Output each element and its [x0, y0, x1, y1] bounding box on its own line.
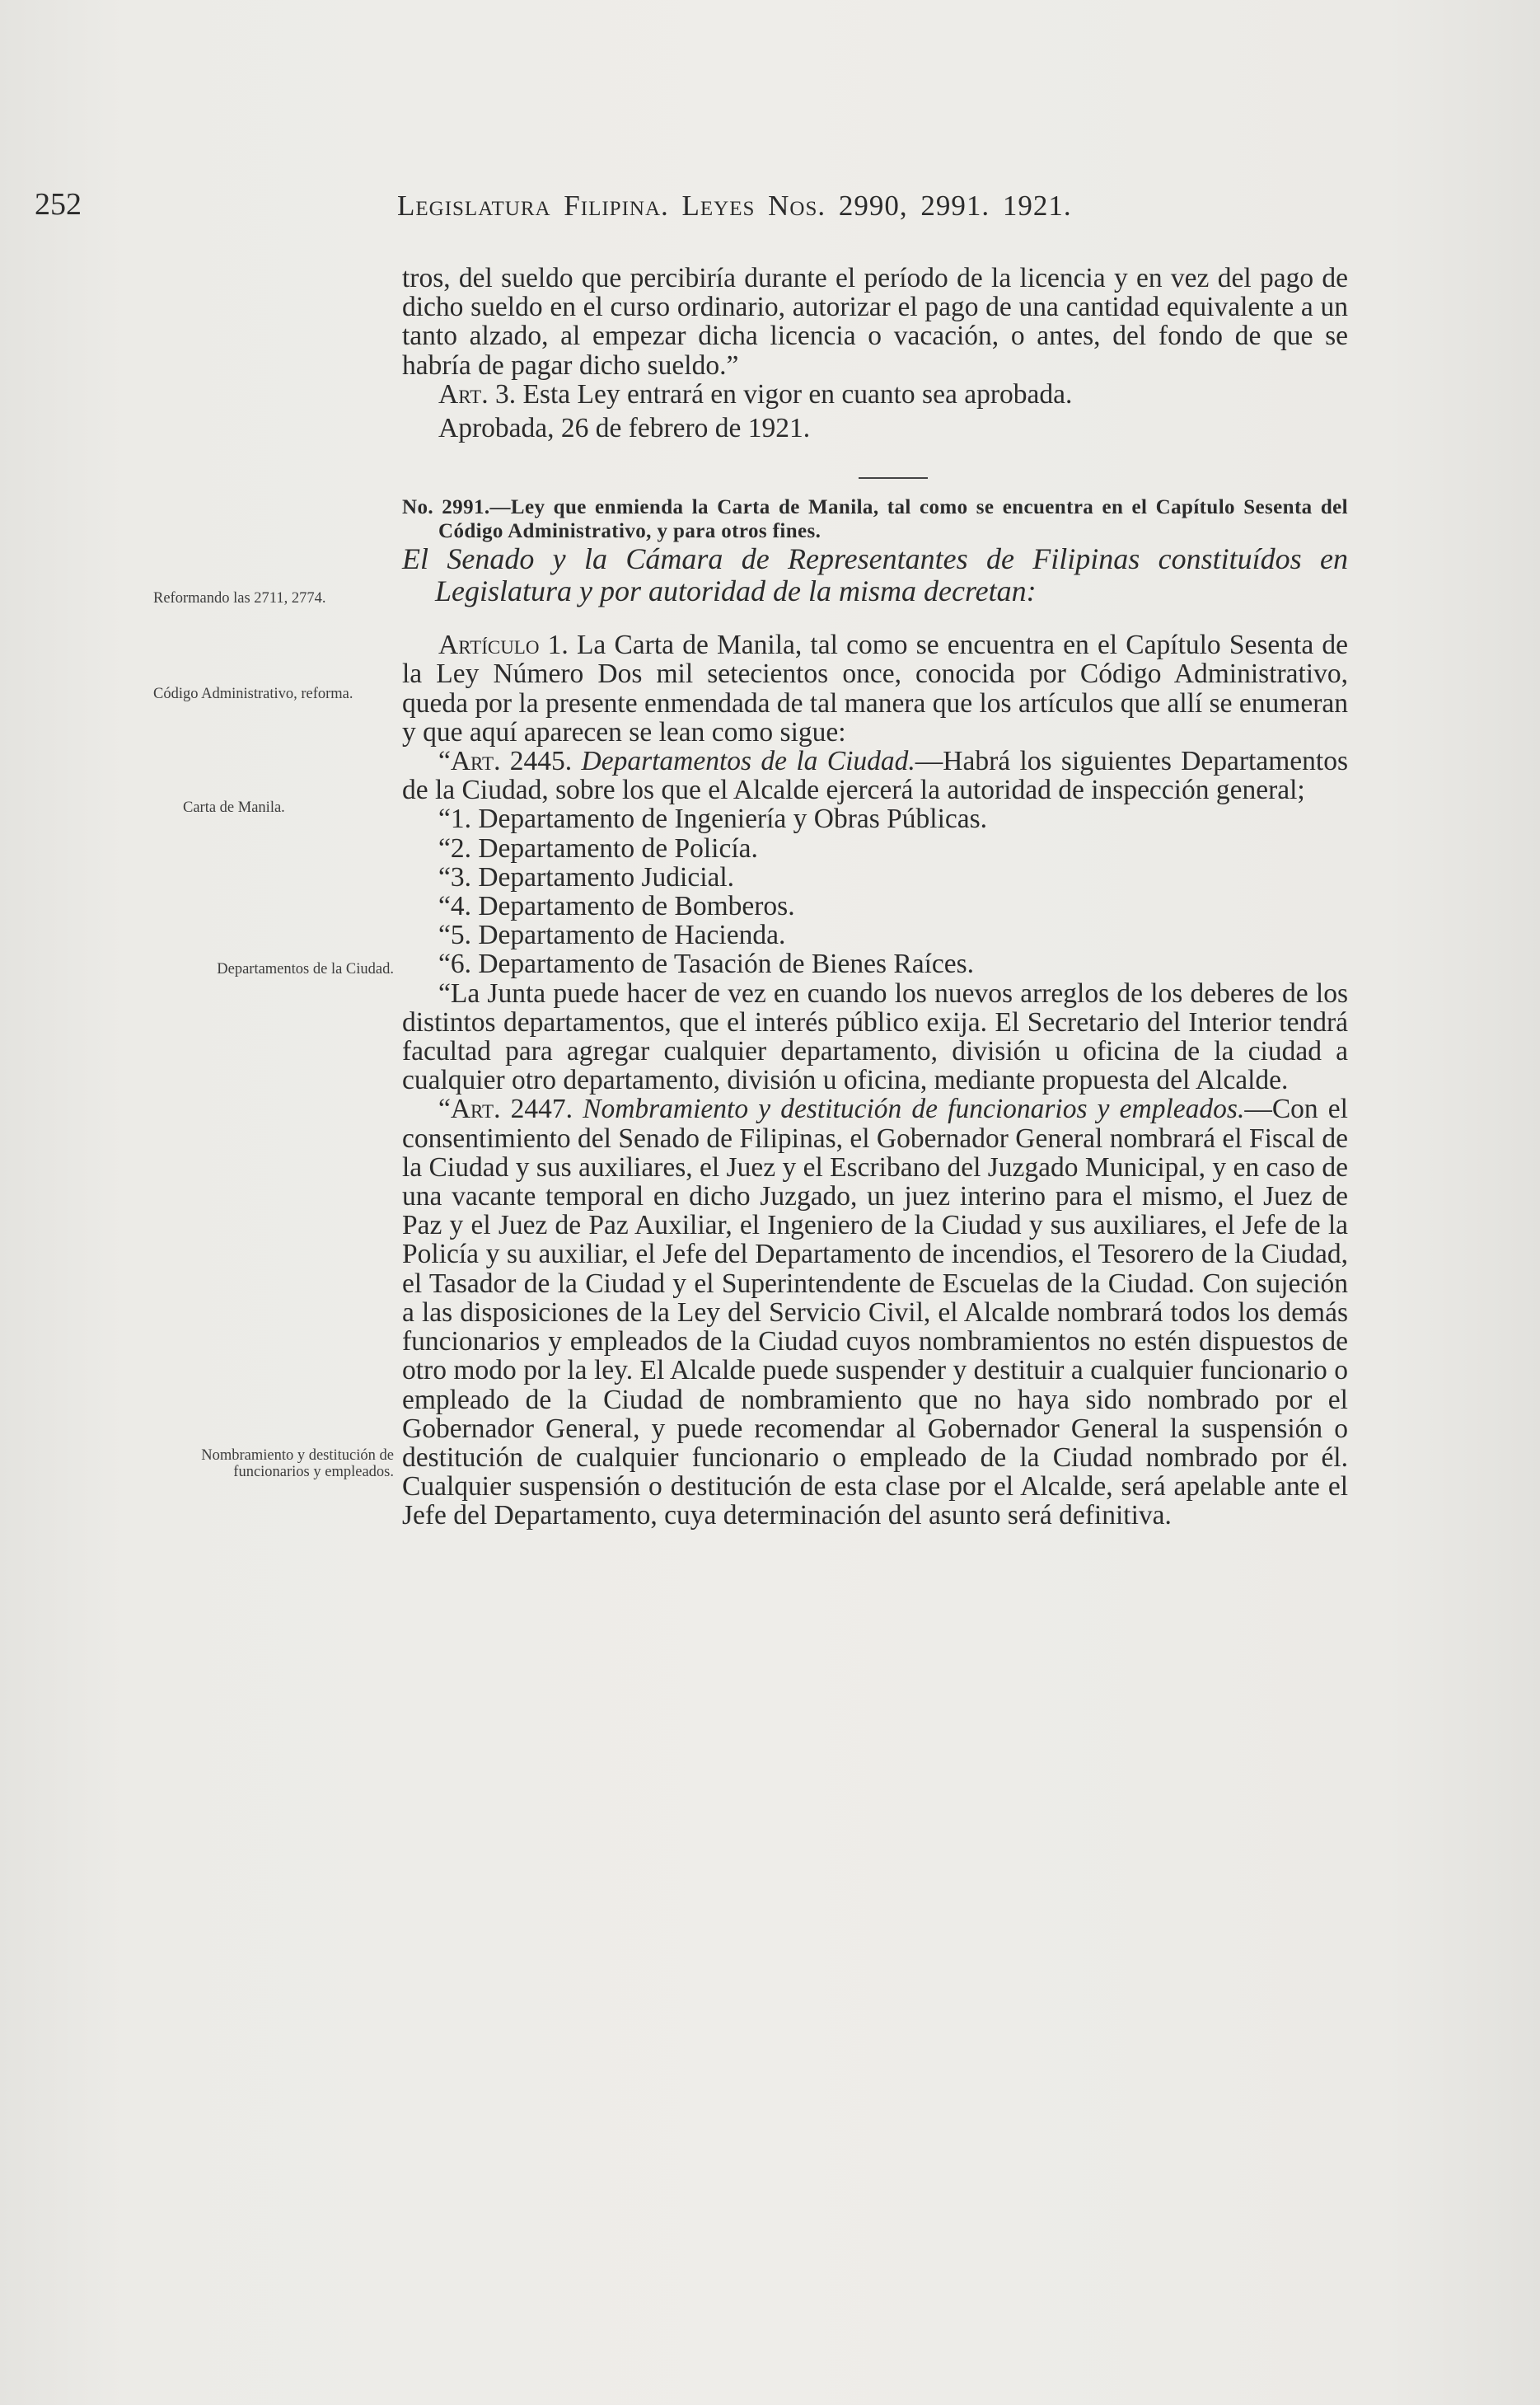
article-2447-number: 2447.: [500, 1094, 583, 1125]
article-1: [402, 631, 1348, 747]
bill-title: No. 2991.—Ley que enmienda la Carta de Manila, tal como se encuentra en el Capítulo Sesenta del Código Administrativo, y para otros fines.: [402, 496, 1348, 543]
article-2447-label: “Art.: [438, 1094, 501, 1125]
article-1-text: La Carta de Manila, tal como se encuentra en el Capítulo Sesenta de la Ley Número Dos mil setecientos once, conocida por Código Administrativo, queda por la presente enmendada de tal manera que los artículos que allí se enumeran y que aquí aparecen se lean como sigue:: [402, 630, 1348, 748]
article-3: [402, 380, 1348, 409]
article-2445-number: 2445.: [500, 746, 582, 777]
main-text: [402, 264, 1348, 1531]
approval-date: Aprobada, 26 de febrero de 1921.: [438, 413, 811, 444]
article-2445-label: “Art.: [438, 746, 501, 777]
running-head: Legislatura Filipina. Leyes Nos. 2990, 2991. 1921.: [397, 190, 1072, 222]
margin-note-reform: Reformando las 2711, 2774.: [153, 590, 326, 607]
departments-list: [402, 804, 1348, 978]
enacting-clause: El Senado y la Cámara de Representantes de Filipinas constituídos en Legislatura y por autoridad de la misma decretan:: [402, 542, 1348, 608]
junta-paragraph: “La Junta puede hacer de vez en cuando los nuevos arreglos de los deberes de los distintos departamentos, que el interés público exija. El Secretario del Interior tendrá facultad para agregar cualquier departamento, división u oficina de la ciudad a cualquier otro departamento, división u oficina, mediante propuesta del Alcalde.: [402, 977, 1348, 1096]
paragraph-continuation: tros, del sueldo que percibiría durante el período de la licencia y en vez del pago de dicho sueldo en el curso ordinario, autorizar el pago de una cantidad equivalente a un tanto alzado, al empezar dicha licencia o vacación, o antes, del fondo de que se habría de pagar dicho sueldo.”: [402, 263, 1348, 381]
article-2447-title: Nombramiento y destitución de funcionarios y empleados.: [583, 1094, 1245, 1125]
article-1-label: Artículo 1.: [438, 630, 569, 661]
list-item: “3. Departamento Judicial.: [438, 861, 735, 893]
article-3-text: Esta Ley entrará en vigor en cuanto sea aprobada.: [516, 378, 1073, 410]
margin-note-code: Código Administrativo, reforma.: [153, 686, 353, 702]
article-2445: [402, 747, 1348, 804]
list-item: “1. Departamento de Ingeniería y Obras Públicas.: [438, 804, 988, 835]
article-2447-text: —Con el consentimiento del Senado de Filipinas, el Gobernador General nombrará el Fiscal de la Ciudad y sus auxiliares, el Juez y el Escribano del Juzgado Municipal, y en caso de una vacante temporal en dicho Juzgado, un juez interino para el mismo, el Juez de Paz y el Juez de Paz Auxiliar, el Ingeniero de la Ciudad y sus auxiliares, el Jefe de la Policía y su auxiliar, el Jefe del Departamento de incendios, el Tesorero de la Ciudad, el Tasador de la Ciudad y el Superintendente de Escuelas de la Ciudad. Con sujeción a las disposiciones de la Ley del Servicio Civil, el Alcalde nombrará todos los demás funcionarios y empleados de la Ciudad cuyos nombramientos no estén dispuestos de otro modo por la ley. El Alcalde puede suspender y destituir a cualquier funcionario o empleado de la Ciudad de nombramiento que no haya sido nombrado por el Gobernador General, y puede recomendar al Gobernador General la suspensión o destitución de cualquier funcionario o empleado de la Ciudad nombrado por él. Cualquier suspensión o destitución de esta clase por el Alcalde, será apelable ante el Jefe del Departamento, cuya determinación del asunto será definitiva.: [402, 1094, 1348, 1531]
article-2447: [402, 1095, 1348, 1530]
list-item: “5. Departamento de Hacienda.: [438, 920, 786, 951]
article-2445-text: —Habrá los siguientes Departamentos de la Ciudad, sobre los que el Alcalde ejercerá la autoridad de inspección general;: [402, 746, 1349, 806]
list-item: “2. Departamento de Policía.: [438, 832, 758, 864]
article-2445-title: Departamentos de la Ciudad.: [581, 746, 915, 777]
page-number: 252: [35, 187, 82, 222]
list-item: “4. Departamento de Bomberos.: [438, 891, 795, 922]
margin-note-departments: Departamentos de la Ciudad.: [217, 961, 394, 977]
section-rule: [859, 477, 928, 479]
margin-note-appointments: Nombramiento y destitución de funcionarios y empleados.: [201, 1447, 394, 1480]
article-3-label: Art. 3.: [438, 378, 517, 410]
page-header: [35, 186, 1353, 236]
margin-note-charter: Carta de Manila.: [183, 799, 285, 816]
list-item: “6. Departamento de Tasación de Bienes Raíces.: [438, 949, 975, 980]
